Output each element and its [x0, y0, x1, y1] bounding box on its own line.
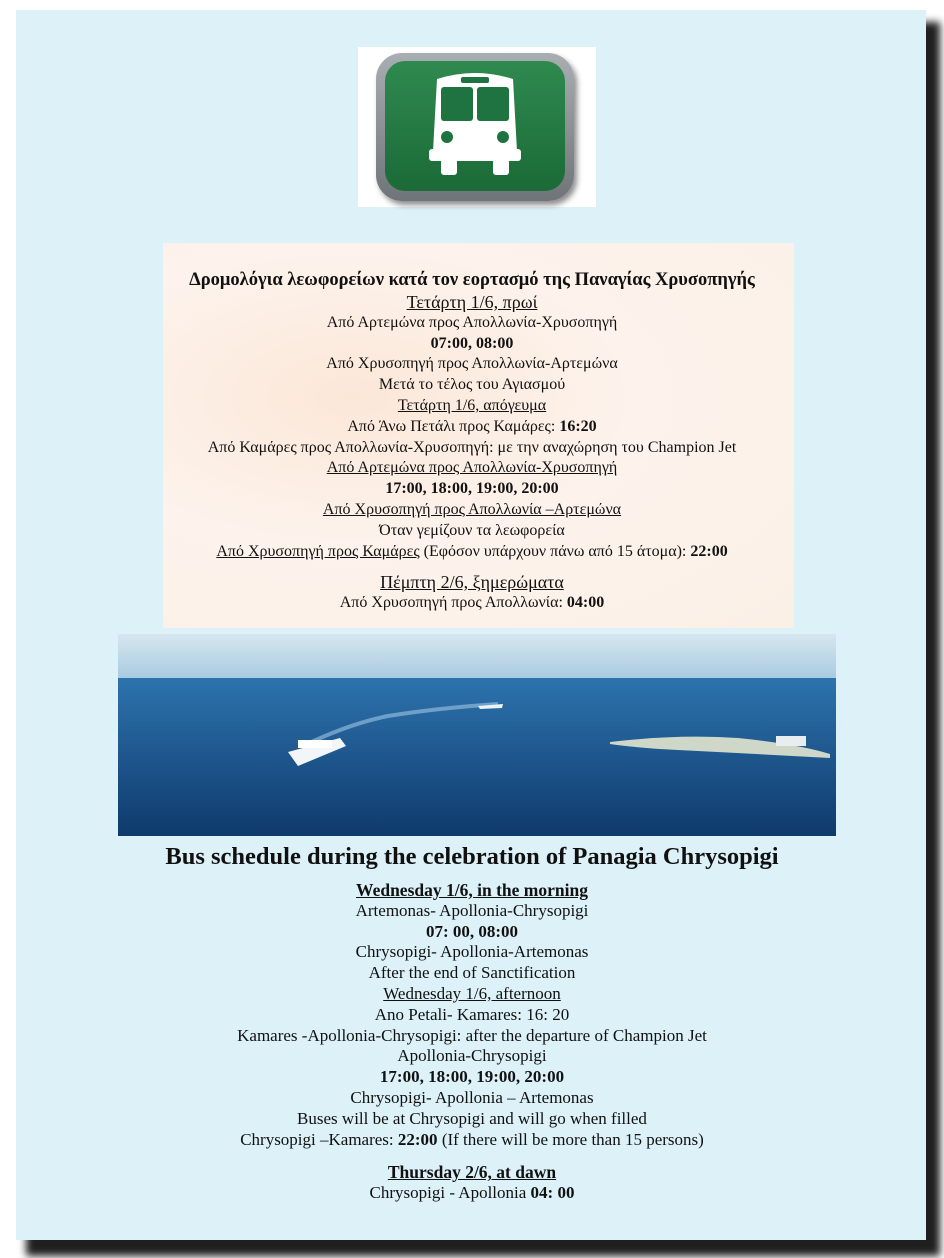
english-note: (If there will be more than 15 persons)	[437, 1129, 704, 1149]
english-line: Chrysopigi- Apollonia – Artemonas	[350, 1087, 594, 1107]
greek-line: Από Χρυσοπηγή προς Απολλωνία-Αρτεμώνα	[326, 355, 618, 373]
english-line: Ano Petali- Kamares: 16: 20	[374, 1004, 570, 1024]
english-line: Buses will be at Chrysopigi and will go when filled	[297, 1108, 647, 1128]
greek-line: Από Αρτεμώνα προς Απολλωνία-Χρυσοπηγή	[326, 459, 618, 477]
greek-line: 17:00, 18:00, 19:00, 20:00	[385, 480, 559, 498]
greek-line: Από Χρυσοπηγή προς Απολλωνία –Αρτεμώνα	[322, 500, 622, 518]
english-time: 04: 00	[530, 1183, 575, 1203]
greek-day1-afternoon: Τετάρτη 1/6, απόγευμα	[397, 396, 547, 414]
greek-line: 07:00, 08:00	[430, 334, 514, 352]
english-line: Kamares -Apollonia-Chrysopigi: after the departure of Champion Jet	[237, 1025, 707, 1045]
english-route: Chrysopigi - Apollonia	[369, 1183, 531, 1203]
english-line: Artemonas- Apollonia-Chrysopigi	[355, 900, 589, 920]
greek-route: Από Χρυσοπηγή προς Απολλωνία:	[339, 594, 567, 612]
english-line	[0, 1183, 944, 1204]
bus-icon-tile	[376, 53, 574, 201]
greek-time: 16:20	[559, 417, 597, 435]
english-day1-afternoon: Wednesday 1/6, afternoon	[383, 983, 561, 1003]
english-line: Apollonia-Chrysopigi	[397, 1046, 547, 1066]
greek-line	[0, 417, 944, 438]
bus-icon	[385, 61, 565, 191]
greek-schedule	[0, 268, 944, 614]
greek-day1-morning: Τετάρτη 1/6, πρωί	[406, 292, 538, 312]
greek-time: 22:00	[690, 542, 728, 560]
english-title: Bus schedule during the celebration of Panagia Chrysopigi	[165, 843, 779, 870]
english-line: After the end of Sanctification	[368, 963, 576, 983]
greek-day2: Πέμπτη 2/6, ξημερώματα	[380, 572, 564, 593]
english-route: Chrysopigi –Kamares:	[240, 1129, 398, 1149]
english-line: Chrysopigi- Apollonia-Artemonas	[355, 942, 589, 962]
english-line: 17:00, 18:00, 19:00, 20:00	[379, 1067, 565, 1087]
greek-line: Μετά το τέλος του Αγιασμού	[378, 376, 566, 394]
english-day2: Thursday 2/6, at dawn	[387, 1162, 557, 1183]
greek-line: Όταν γεμίζουν τα λεωφορεία	[379, 521, 565, 539]
greek-route: Από Χρυσοπηγή προς Καμάρες	[216, 542, 420, 560]
greek-line: Από Καμάρες προς Απολλωνία-Χρυσοπηγή: με την αναχώρηση του Champion Jet	[207, 438, 737, 456]
english-day1-morning: Wednesday 1/6, in the morning	[356, 880, 588, 900]
bus-icon-frame	[358, 47, 596, 207]
ferry-sea-photo	[118, 634, 836, 836]
greek-title: Δρομολόγια λεωφορείων κατά τον εορτασμό της Παναγίας Χρυσοπηγής	[189, 270, 755, 290]
greek-note: (Εφόσον υπάρχουν πάνω από 15 άτομα):	[419, 542, 691, 560]
greek-line	[0, 542, 944, 563]
greek-line	[0, 593, 944, 614]
english-schedule	[0, 842, 944, 1204]
english-line: 07: 00, 08:00	[425, 921, 519, 941]
english-line	[0, 1130, 944, 1151]
greek-time: 04:00	[566, 594, 605, 612]
english-time: 22:00	[397, 1129, 438, 1149]
greek-line: Από Αρτεμώνα προς Απολλωνία-Χρυσοπηγή	[326, 313, 618, 331]
greek-route: Από Άνω Πετάλι προς Καμάρες:	[347, 417, 560, 435]
